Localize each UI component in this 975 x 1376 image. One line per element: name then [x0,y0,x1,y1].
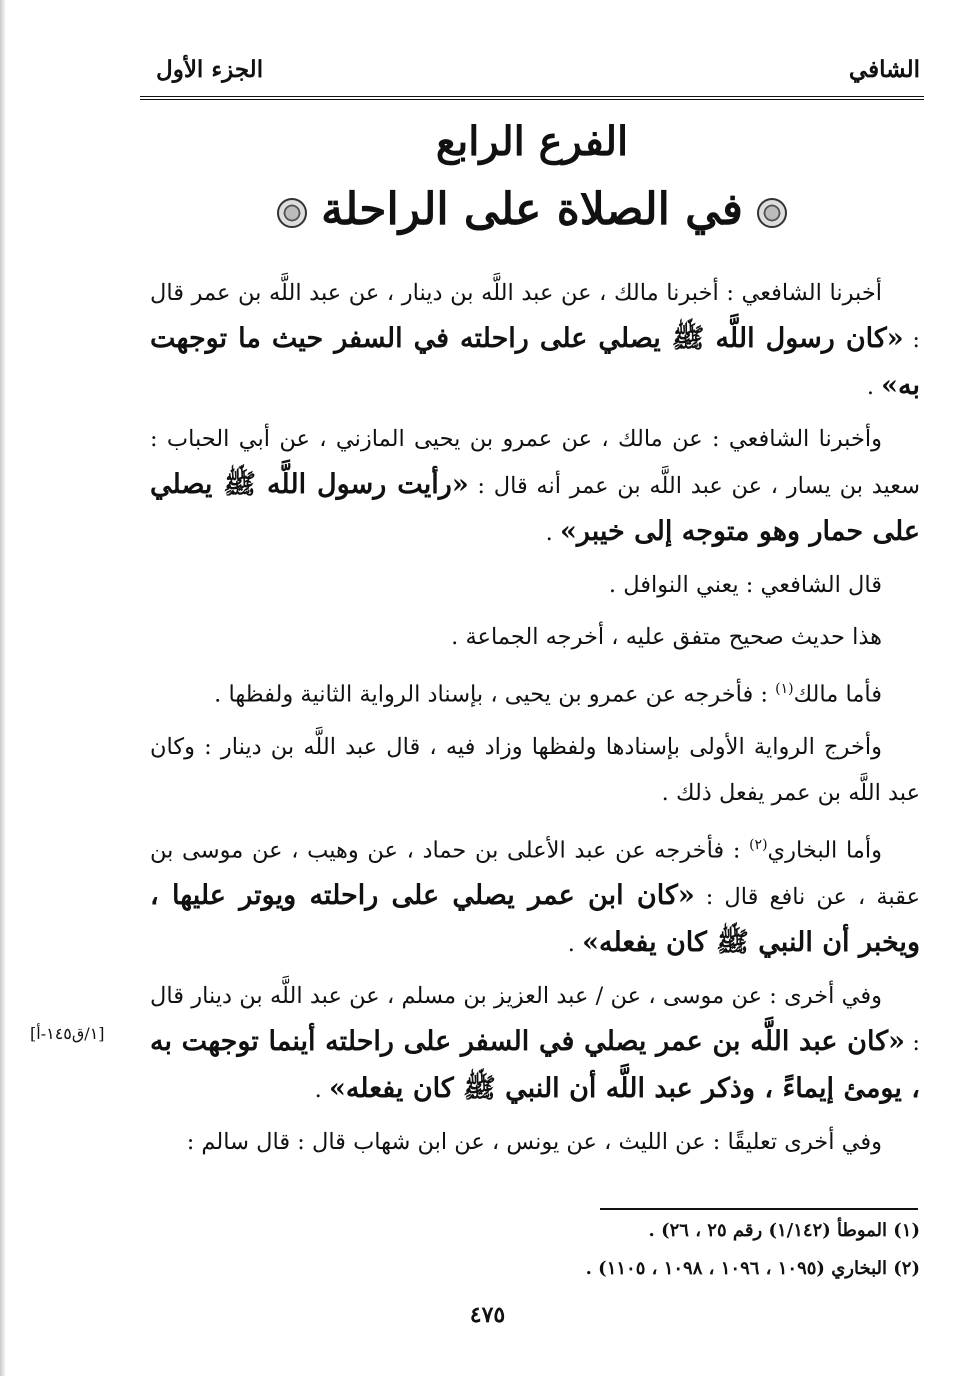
hadith-text: «كان رسول اللَّه ﷺ يصلي على راحلته في السفر حيث ما توجهت به» [150,323,920,401]
text-run: وأخبرنا الشافعي : عن مالك ، عن عمرو بن يحيى المازني ، عن أبي الحباب : سعيد بن يسار ، عن عبد اللَّه بن عمر أنه قال : [150,426,920,499]
footnote-ref: (٢) [749,836,768,853]
text-run: . [545,520,560,546]
ornament-dot-icon [757,198,787,228]
paragraph-3: قال الشافعي : يعني النوافل . [608,572,882,598]
paragraph-7 [150,822,920,968]
paragraph-9: وفي أخرى تعليقًا : عن الليث ، عن يونس ، عن ابن شهاب قال : قال سالم : [186,1129,882,1155]
text-run: : فأخرجه عن عمرو بن يحيى ، بإسناد الرواية الثانية ولفظها . [214,681,776,708]
footnotes [150,1212,920,1288]
text-run: : فأخرجه عن عبد الأعلى بن حماد ، عن وهيب ، عن موسى بن عقبة ، عن نافع قال : [150,837,920,910]
paragraph-8 [150,973,920,1113]
text-run: أخبرنا الشافعي : أخبرنا مالك ، عن عبد اللَّه بن دينار ، عن عبد اللَّه بن عمر قال : [150,280,920,353]
text-run: وأما البخاري [767,837,882,863]
page-edge-shadow [0,0,6,1376]
chapter-subtitle [140,184,924,235]
main-text [150,270,920,1171]
text-run: . [567,931,583,957]
hadith-text: «رأيت رسول اللَّه ﷺ يصلي على حمار وهو متوجه إلى خيبر» [150,469,920,547]
text-run: فأما مالك [793,681,882,708]
text-run: وفي أخرى : عن موسى ، عن / عبد العزيز بن مسلم ، عن عبد اللَّه بن دينار قال : [150,983,920,1056]
footnote-2: (٢) البخاري (١٠٩٥ ، ١٠٩٦ ، ١٠٩٨ ، ١١٠٥) . [585,1258,920,1279]
ornament-dot-icon [277,198,307,228]
text-run: . [314,1077,329,1103]
paragraph-5 [150,666,920,718]
paragraph-1 [150,270,920,410]
chapter-subtitle-text: في الصلاة على الراحلة [321,184,743,235]
volume-label: الجزء الأول [156,56,264,83]
book-title: الشافي [848,56,920,83]
paragraph-4: هذا حديث صحيح متفق عليه ، أخرجه الجماعة . [451,624,882,650]
hadith-text: «كان عبد اللَّه بن عمر يصلي في السفر على راحلته أينما توجهت به ، يومئ إيماءً ، وذكر عبد اللَّه أن النبي ﷺ كان يفعله» [150,1026,920,1104]
manuscript-margin-note: [١/ق١٤٥-أ] [30,1024,105,1043]
paragraph-6: وأخرج الرواية الأولى بإسنادها ولفظها وزاد فيه ، قال عبد اللَّه بن دينار : وكان عبد اللَّه بن عمر يفعل ذلك . [150,733,920,806]
paragraph-2 [150,416,920,556]
running-header [140,52,924,92]
text-run: . [866,374,882,400]
footnote-rule [600,1208,918,1210]
header-rule [140,96,924,100]
hadith-text: «كان ابن عمر يصلي على راحلته ويوتر عليها ، ويخبر أن النبي ﷺ كان يفعله» [150,880,920,958]
chapter-title: الفرع الرابع [435,118,629,165]
footnote-ref: (١) [775,681,794,697]
page-number: ٤٧٥ [469,1302,506,1328]
footnote-1: (١) الموطأ (١/١٤٢) رقم ٢٥ ، ٢٦) . [648,1220,920,1241]
